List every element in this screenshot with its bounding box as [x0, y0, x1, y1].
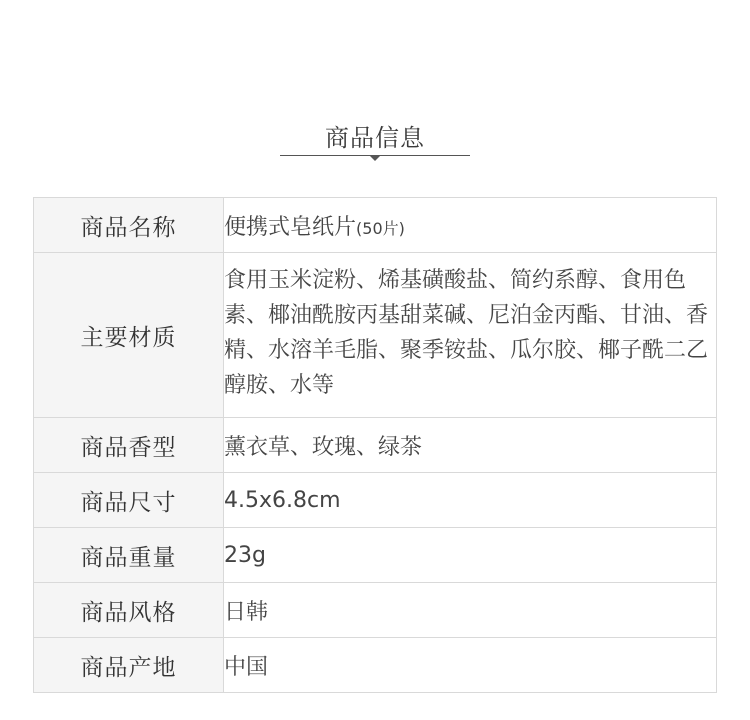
spec-row-size — [34, 473, 717, 528]
spec-label: 商品名称 — [34, 198, 224, 253]
spec-value: 4.5x6.8cm — [224, 473, 717, 528]
spec-label: 商品香型 — [34, 418, 224, 473]
spec-row-name — [34, 198, 717, 253]
spec-value: 薰衣草、玫瑰、绿茶 — [224, 418, 717, 473]
spec-row-weight — [34, 528, 717, 583]
spec-value: 中国 — [224, 638, 717, 693]
spec-row-materials — [34, 253, 717, 418]
spec-table — [33, 197, 717, 693]
spec-label: 商品尺寸 — [34, 473, 224, 528]
spec-value: 日韩 — [224, 583, 717, 638]
spec-row-style — [34, 583, 717, 638]
spec-value: 食用玉米淀粉、烯基磺酸盐、简约系醇、食用色素、椰油酰胺丙基甜菜碱、尼泊金丙酯、甘油、香精、水溶羊毛脂、聚季铵盐、瓜尔胶、椰子酰二乙醇胺、水等 — [224, 253, 717, 418]
spec-label: 商品重量 — [34, 528, 224, 583]
spec-label: 商品产地 — [34, 638, 224, 693]
spec-row-scent — [34, 418, 717, 473]
spec-label: 主要材质 — [34, 253, 224, 418]
title-caret-icon — [370, 156, 380, 161]
spec-label: 商品风格 — [34, 583, 224, 638]
product-name: 便携式皂纸片 — [224, 214, 357, 240]
spec-value: 23g — [224, 528, 717, 583]
spec-value — [224, 198, 717, 253]
section-title: 商品信息 — [325, 124, 425, 152]
spec-row-origin — [34, 638, 717, 693]
product-count-note: (50片) — [356, 218, 405, 238]
